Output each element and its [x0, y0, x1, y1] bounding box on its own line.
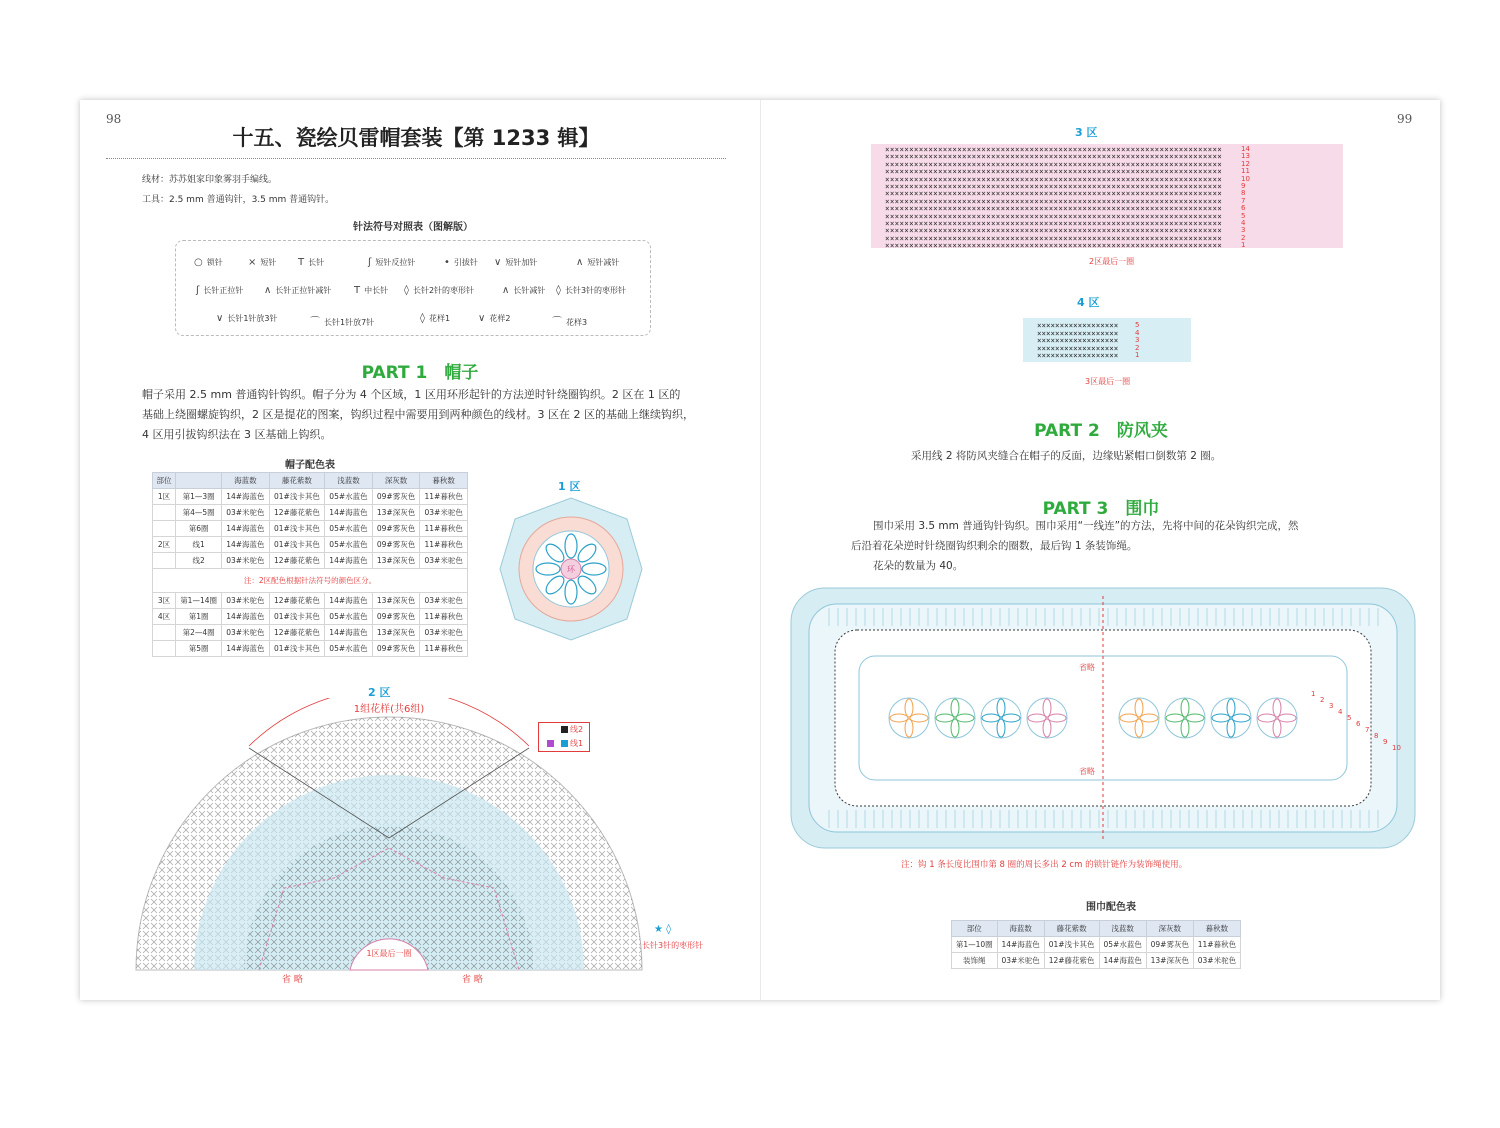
line1-swatch-blue: [561, 740, 568, 747]
legend-item: [478, 313, 510, 324]
table-cell: 01#浅卡其色: [269, 521, 324, 537]
table-cell: 01#浅卡其色: [269, 489, 324, 505]
legend-item: [264, 285, 331, 296]
part2-title: PART 2 防风夹: [1034, 421, 1168, 441]
hat-table-title: 帽子配色表: [285, 460, 335, 471]
stitch-symbol-icon: ∧: [264, 285, 272, 296]
part1-line-3: 4 区用引拔钩织法在 3 区基础上钩织。: [142, 428, 332, 441]
table-cell: 11#暮秋色: [1193, 937, 1240, 953]
legend-label: 长针正拉针减针: [275, 286, 332, 295]
table-cell: 09#雾灰色: [372, 641, 420, 657]
part1-text: [120, 385, 730, 445]
table-cell: 12#藤花紫色: [269, 553, 324, 569]
table-cell: 03#米驼色: [222, 593, 270, 609]
round-number: 8: [1374, 732, 1379, 740]
zone3-row-numbers: 14 13 12 11 10 9 8 7 6 5 4 3 2 1: [1241, 145, 1250, 250]
zone1-label: 1 区: [558, 480, 581, 493]
table-cell: 1区: [153, 489, 176, 505]
yarn-info: 线材：苏苏姐家印象雾羽手编线。: [142, 175, 278, 185]
table-cell: 14#海蓝色: [222, 609, 270, 625]
table-header: 部位: [153, 473, 176, 489]
table-cell: 第2—4圈: [176, 625, 222, 641]
table-cell: 3区: [153, 593, 176, 609]
table-cell: 2区: [153, 537, 176, 553]
stitch-symbol-icon: ∨: [216, 313, 224, 324]
round-number: 3: [1329, 702, 1334, 710]
legend-item: [444, 257, 478, 268]
table-cell: [153, 505, 176, 521]
table-note: 注：2区配色根据针法符号的颜色区分。: [153, 569, 468, 593]
legend-item: [404, 285, 474, 296]
tools-info: 工具：2.5 mm 普通钩针，3.5 mm 普通钩针。: [142, 195, 335, 205]
part3-line-1: 围巾采用 3.5 mm 普通钩针钩织。围巾采用“一线连”的方法，先将中间的花朵钩织完成，然: [873, 520, 1299, 532]
table-cell: 03#米驼色: [222, 553, 270, 569]
zone2-label: 2 区: [368, 686, 391, 699]
left-page: [80, 100, 760, 1000]
right-page: [760, 100, 1440, 1000]
table-row: [153, 609, 468, 625]
legend-label: 花样3: [566, 318, 588, 327]
table-cell: 14#海蓝色: [222, 489, 270, 505]
part2-text: 采用线 2 将防风夹缝合在帽子的反面，边缘贴紧帽口倒数第 2 圈。: [911, 450, 1222, 462]
table-cell: 05#水蓝色: [325, 609, 373, 625]
legend-item: [502, 285, 545, 296]
round-number: 2: [1320, 696, 1325, 704]
table-cell: 09#雾灰色: [372, 489, 420, 505]
stitch-legend: [175, 240, 651, 336]
line1-swatch-purple: [547, 740, 554, 747]
table-row: [153, 505, 468, 521]
table-cell: 14#海蓝色: [222, 537, 270, 553]
table-row: [153, 641, 468, 657]
legend-label: 短针反拉针: [375, 258, 416, 267]
table-cell: 09#雾灰色: [372, 537, 420, 553]
table-header: 部位: [952, 921, 998, 937]
table-row: [153, 553, 468, 569]
title-divider: [106, 158, 726, 159]
legend-item: [194, 257, 223, 268]
scarf-diagram: [789, 586, 1417, 850]
legend-item: [354, 285, 388, 296]
part1-line-2: 基础上绕圈螺旋钩织，2 区是提花的图案，钩织过程中需要用到两种颜色的线材。3 区在 2 区的基础上继续钩织，: [142, 408, 694, 421]
legend-item: [576, 257, 619, 268]
zone3-chart: [871, 144, 1343, 248]
round-number: 4: [1338, 708, 1343, 716]
table-row: [952, 937, 1241, 953]
table-header: 暮秋数: [420, 473, 468, 489]
table-row: [153, 537, 468, 553]
legend-title: 针法符号对照表（图解版）: [353, 222, 473, 233]
table-cell: 03#米驼色: [1193, 953, 1240, 969]
table-cell: 01#浅卡其色: [269, 641, 324, 657]
table-cell: 03#米驼色: [420, 505, 468, 521]
part3-line-3: 花朵的数量为 40。: [873, 560, 964, 572]
table-cell: 11#暮秋色: [420, 641, 468, 657]
book-spread: [80, 100, 1440, 1000]
legend-label: 短针加针: [505, 258, 538, 267]
zone4-label: 4 区: [1077, 296, 1100, 309]
table-cell: 14#海蓝色: [325, 505, 373, 521]
table-cell: 03#米驼色: [997, 953, 1044, 969]
part3-text: [851, 516, 1371, 576]
zone3-label: 3 区: [1075, 126, 1098, 139]
stitch-symbol-icon: ◊: [420, 313, 425, 324]
table-cell: 4区: [153, 609, 176, 625]
zone2-group-label: 1组花样(共6组): [353, 704, 425, 715]
zone3-bottom-label: 2区最后一圈: [1089, 257, 1135, 266]
part3-line-2: 后沿着花朵逆时针绕圈钩织剩余的圈数，最后钩 1 条装饰绳。: [851, 540, 1138, 552]
table-cell: 14#海蓝色: [997, 937, 1044, 953]
legend-item: [298, 257, 324, 268]
symbol-note: 长针3针的枣形针: [642, 941, 704, 950]
table-cell: 03#米驼色: [222, 505, 270, 521]
zone1-diagram: [498, 496, 644, 642]
table-header: [176, 473, 222, 489]
table-row: [153, 521, 468, 537]
table-cell: 13#深灰色: [372, 553, 420, 569]
legend-label: 长针正拉针: [203, 286, 244, 295]
part1-line-1: 帽子采用 2.5 mm 普通钩针钩织。帽子分为 4 个区域，1 区用环形起针的方法逆时针绕圈钩织。2 区在 1 区的: [142, 388, 681, 401]
legend-label: 长针1针放3针: [227, 314, 278, 323]
table-cell: 12#藤花紫色: [269, 593, 324, 609]
table-cell: 第1—10圈: [952, 937, 998, 953]
table-cell: 13#深灰色: [372, 505, 420, 521]
table-cell: 01#浅卡其色: [1044, 937, 1099, 953]
table-cell: [153, 553, 176, 569]
table-cell: 第1—3圈: [176, 489, 222, 505]
line2-swatch: [561, 726, 568, 733]
hat-color-table: [152, 472, 468, 657]
table-cell: 14#海蓝色: [1099, 953, 1146, 969]
legend-item: [552, 313, 587, 328]
table-row: [153, 489, 468, 505]
table-cell: 装饰绳: [952, 953, 998, 969]
zone4-row-numbers: 5 4 3 2 1: [1135, 321, 1140, 359]
table-cell: 14#海蓝色: [222, 641, 270, 657]
table-cell: 01#浅卡其色: [269, 609, 324, 625]
part1-title: PART 1 帽子: [361, 363, 479, 383]
table-cell: 03#米驼色: [420, 593, 468, 609]
table-header: 藤花紫数: [1044, 921, 1099, 937]
legend-label: 长针1针放7针: [324, 318, 375, 327]
table-cell: 09#雾灰色: [372, 609, 420, 625]
table-cell: 第5圈: [176, 641, 222, 657]
table-header: 暮秋数: [1193, 921, 1240, 937]
table-cell: 11#暮秋色: [420, 489, 468, 505]
table-cell: 13#深灰色: [372, 625, 420, 641]
page-number-right: 99: [1397, 112, 1413, 126]
stitch-symbol-icon: ∨: [494, 257, 502, 268]
legend-item: [216, 313, 278, 324]
stitch-symbol-icon: ⌒: [552, 317, 562, 328]
stitch-symbol-icon: ∧: [502, 285, 510, 296]
part3-title: PART 3 围巾: [1042, 499, 1160, 519]
table-cell: 线1: [176, 537, 222, 553]
legend-item: [368, 257, 415, 268]
legend-label: 花样2: [489, 314, 511, 323]
round-number: 7: [1365, 726, 1370, 734]
table-cell: 01#浅卡其色: [269, 537, 324, 553]
stitch-symbol-icon: T: [354, 285, 361, 296]
legend-item: [420, 313, 450, 324]
legend-label: 花样1: [428, 314, 451, 323]
legend-label: 引拔针: [453, 258, 478, 267]
table-cell: 11#暮秋色: [420, 521, 468, 537]
table-cell: 14#海蓝色: [325, 593, 373, 609]
legend-item: [494, 257, 537, 268]
table-cell: 第1圈: [176, 609, 222, 625]
scarf-color-table: [951, 920, 1241, 969]
zone2-omit-left: 省 略: [282, 975, 303, 985]
legend-label: 长针3针的枣形针: [564, 286, 627, 295]
table-cell: 12#藤花紫色: [269, 505, 324, 521]
table-cell: 05#水蓝色: [1099, 937, 1146, 953]
stitch-symbol-icon: ◊: [556, 285, 561, 296]
zone4-chart: [1023, 318, 1191, 362]
table-header: 浅蓝数: [325, 473, 373, 489]
zone1-center-text: 环: [567, 565, 575, 574]
stitch-symbol-icon: ∨: [478, 313, 486, 324]
table-cell: 05#水蓝色: [325, 521, 373, 537]
legend-label: 长针2针的枣形针: [412, 286, 475, 295]
page-number-left: 98: [106, 112, 122, 126]
zone4-bottom-label: 3区最后一圈: [1085, 377, 1131, 386]
round-number: 10: [1392, 744, 1401, 752]
legend-label: 短针: [260, 258, 277, 267]
round-number: 1: [1311, 690, 1316, 698]
table-header: 藤花紫数: [269, 473, 324, 489]
table-row: [153, 593, 468, 609]
table-cell: 12#藤花紫色: [269, 625, 324, 641]
table-cell: 03#米驼色: [420, 625, 468, 641]
table-header: 浅蓝数: [1099, 921, 1146, 937]
stitch-symbol-icon: ⌒: [310, 317, 320, 328]
table-cell: 09#雾灰色: [372, 521, 420, 537]
table-cell: 05#水蓝色: [325, 489, 373, 505]
table-cell: 11#暮秋色: [420, 537, 468, 553]
page-title: 十五、瓷绘贝雷帽套装【第 1233 辑】: [232, 126, 600, 150]
table-cell: 第1—14圈: [176, 593, 222, 609]
table-cell: 第6圈: [176, 521, 222, 537]
table-cell: [153, 521, 176, 537]
table-cell: [153, 625, 176, 641]
legend-label: 中长针: [364, 286, 389, 295]
table-cell: 线2: [176, 553, 222, 569]
table-header: 深灰数: [1146, 921, 1193, 937]
table-cell: 13#深灰色: [1146, 953, 1193, 969]
zone2-omit-right: 省 略: [462, 975, 483, 985]
legend-label: 锁针: [206, 258, 223, 267]
table-cell: 14#海蓝色: [325, 553, 373, 569]
legend-item: [196, 285, 243, 296]
round-number: 5: [1347, 714, 1352, 722]
scarf-omit-bottom: 省略: [1079, 767, 1095, 776]
scarf-table-title: 围巾配色表: [1086, 902, 1136, 913]
legend-item: [310, 313, 374, 328]
table-cell: [153, 641, 176, 657]
table-cell: 03#米驼色: [222, 625, 270, 641]
table-cell: 05#水蓝色: [325, 537, 373, 553]
legend-item: [556, 285, 626, 296]
table-cell: 14#海蓝色: [325, 625, 373, 641]
stitch-symbol-icon: ◊: [404, 285, 409, 296]
star-symbol-icon: ★ ◊: [654, 924, 672, 935]
legend-label: 长针减针: [513, 286, 546, 295]
stitch-symbol-icon: •: [444, 257, 450, 268]
table-cell: 03#米驼色: [420, 553, 468, 569]
table-cell: 第4—5圈: [176, 505, 222, 521]
table-cell: 12#藤花紫色: [1044, 953, 1099, 969]
zone4-stitches: ×××××××××××××××××× ×××××××××××××××××× ×××××××××××××××××× ×××××××××××××××××× ××××××××××××××××××: [1037, 321, 1119, 360]
line1-label: 线1: [570, 739, 584, 748]
legend-label: 长针: [308, 258, 325, 267]
table-row: [153, 625, 468, 641]
stitch-symbol-icon: ʃ: [368, 257, 372, 268]
stitch-symbol-icon: ∧: [576, 257, 584, 268]
round-number: 6: [1356, 720, 1361, 728]
table-header: 海蓝数: [997, 921, 1044, 937]
round-number: 9: [1383, 738, 1388, 746]
stitch-symbol-icon: ×: [248, 257, 257, 268]
table-header: 深灰数: [372, 473, 420, 489]
scarf-omit-top: 省略: [1079, 663, 1095, 672]
table-cell: 11#暮秋色: [420, 609, 468, 625]
table-header: 海蓝数: [222, 473, 270, 489]
legend-item: [248, 257, 276, 268]
table-cell: 09#雾灰色: [1146, 937, 1193, 953]
zone2-bottom-label: 1区最后一圈: [366, 949, 412, 958]
stitch-symbol-icon: T: [298, 257, 305, 268]
table-cell: 05#水蓝色: [325, 641, 373, 657]
legend-label: 短针减针: [587, 258, 620, 267]
table-cell: 13#深灰色: [372, 593, 420, 609]
line2-label: 线2: [570, 725, 584, 734]
table-row: [952, 953, 1241, 969]
yarn-color-key: [538, 722, 590, 752]
scarf-note: 注：钩 1 条长度比围巾第 8 圈的周长多出 2 cm 的锁针链作为装饰绳使用。: [901, 860, 1188, 870]
table-cell: 14#海蓝色: [222, 521, 270, 537]
stitch-symbol-icon: ʃ: [196, 285, 200, 296]
stitch-symbol-icon: ○: [194, 257, 203, 268]
zone3-stitches: ×××××××××××××××××××××××××××××××××××××××××××××××××××××××××××××××××××××× ×××××××××××××××××××××××××××××××××××××××××××××××××××××××××××××××××××××× ×××××××××××××××××××××××××××××××××××××××××××××××××××××××××××××××××××××× ×××××××××××××××××××××××××××××××××××××××××××××××××××××××××××××××××××××× ×××××××××××××××××××××××××××××××××××××××××××××××××××××××××××××××××××××× ×××××××××××××××××××××××××××××××××××××××××××××××××××××××××××××××××××××× ×××××××××××××××××××××××××××××××××××××××××××××××××××××××××××××××××××××× ×××××××××××××××××××××××××××××××××××××××××××××××××××××××××××××××××××××× ×××××××××××××××××××××××××××××××××××××××××××××××××××××××××××××××××××××× ×××××××××××××××××××××××××××××××××××××××××××××××××××××××××××××××××××××× ×××××××××××××××××××××××××××××××××××××××××××××××××××××××××××××××××××××× ×××××××××××××××××××××××××××××××××××××××××××××××××××××××××××××××××××××× ×××××××××××××××××××××××××××××××××××××××××××××××××××××××××××××××××××××× ××××××××××××××××××××××××××××××××××××××××××××××××××××××××××××××××××××××: [885, 145, 1223, 248]
